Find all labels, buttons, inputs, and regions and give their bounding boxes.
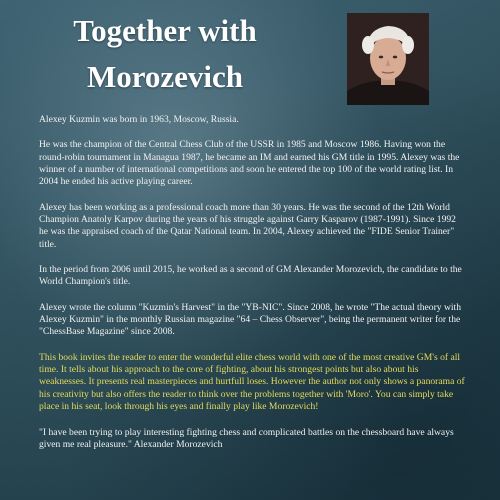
book-description xyxy=(39,114,467,464)
portrait-image xyxy=(347,13,429,105)
paragraph-career: He was the champion of the Central Chess Club of the USSR in 1985 and Moscow 1986. Having won the round-robin tournament in Managua 1987, he became an IM and earned his GM title in 1995. Alexey was the winner of a number of international competitions and soon he entered the top 100 of the world rating list. In 2004 he ended his active playing career. xyxy=(39,139,460,188)
paragraph-second: In the period from 2006 until 2015, he worked as a second of GM Alexander Morozevich, the candidate to the World Champion's title. xyxy=(39,264,462,288)
book-title xyxy=(0,8,330,100)
paragraph-birth: Alexey Kuzmin was born in 1963, Moscow, Russia. xyxy=(39,114,239,125)
paragraph-coaching: Alexey has been working as a professional coach more than 30 years. He was the second of the 12th World Champion Anatoly Karpov during the years of his struggle against Garry Kasparov (1987-1991). Since 1992 he was the appraised coach of the Qatar National team. In 2004, Alexey achieved the "FIDE Senior Trainer" title. xyxy=(39,201,456,250)
title-line-1: Together with xyxy=(73,13,257,48)
author-portrait xyxy=(347,13,429,105)
paragraph-book-invitation: This book invites the reader to enter the wonderful elite chess world with one of the most creative GM's of all time. It tells about his approach to the core of fighting, about his strongest points but also about his weaknesses. It presents real masterpieces and hurtfull loses. However the author not only shows a panorama of his creativity but also offers the reader to think over the problems together with 'Moro'. You can simply take place in his seat, look through his eyes and finally play like Morozevich! xyxy=(39,351,465,413)
paragraph-quote: "I have been trying to play interesting fighting chess and complicated battles on the chessboard have always given me real pleasure." Alexander Morozevich xyxy=(39,426,454,450)
paragraph-writing: Alexey wrote the column "Kuzmin's Harvest" in the "YB-NIC". Since 2008, he wrote "The actual theory with Alexey Kuzmin" in the monthly Russian magazine "64 – Chess Observer", being the permanent writer for the "ChessBase Magazine" since 2008. xyxy=(39,301,462,338)
title-line-2: Morozevich xyxy=(86,59,244,94)
